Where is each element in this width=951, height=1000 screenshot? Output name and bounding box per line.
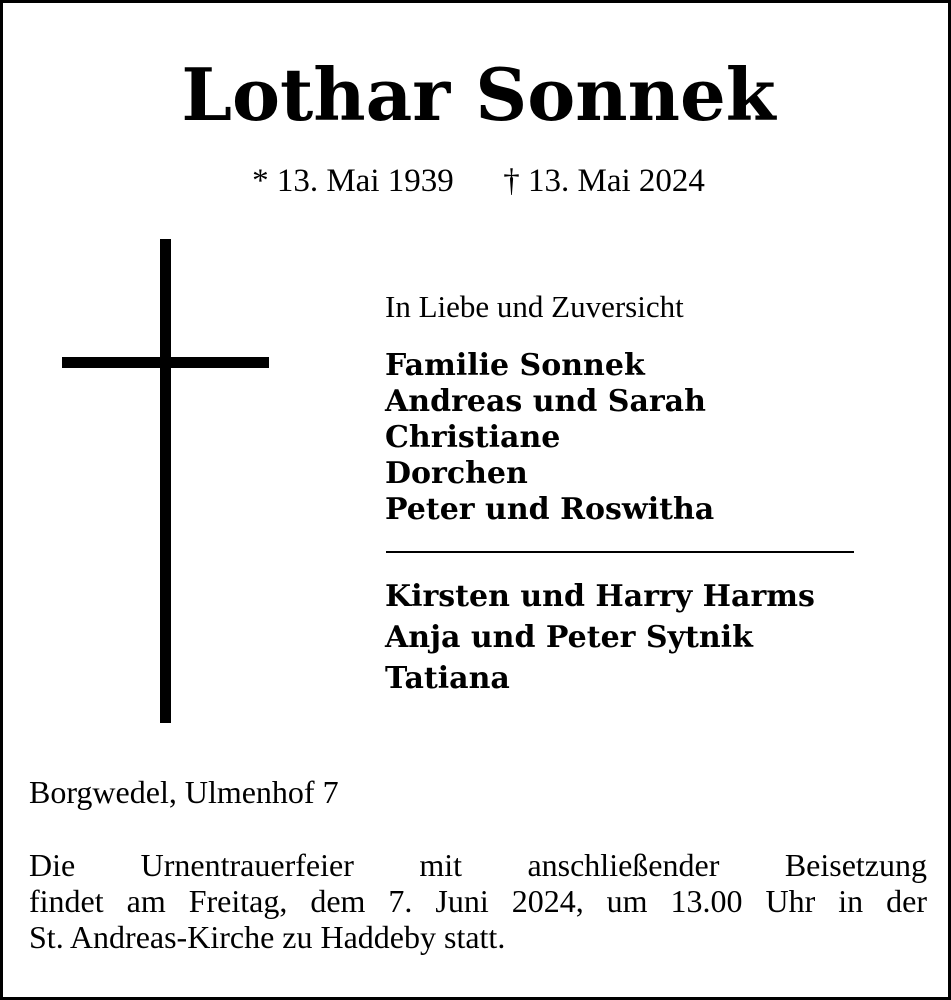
divider <box>386 551 854 553</box>
cross-icon <box>3 3 303 733</box>
ceremony-line: St. Andreas-Kirche zu Haddeby statt. <box>29 919 506 955</box>
birth-date: * 13. Mai 1939 <box>252 163 454 199</box>
mourning-intro: In Liebe und Zuversicht <box>385 289 684 324</box>
list-item: Familie Sonnek <box>385 348 645 383</box>
family-list <box>385 348 714 528</box>
ceremony-line: findet am Freitag, dem 7. Juni 2024, um 13.00 Uhr in der <box>29 883 927 919</box>
list-item: Peter und Roswitha <box>385 492 715 527</box>
death-date: † 13. Mai 2024 <box>503 163 705 199</box>
list-item: Kirsten und Harry Harms <box>385 579 815 614</box>
others-list <box>385 576 815 699</box>
ceremony-info <box>29 847 927 955</box>
list-item: Christiane <box>385 420 561 455</box>
list-item: Andreas und Sarah <box>385 384 706 419</box>
ceremony-line: Die Urnentrauerfeier mit anschließender Beisetzung <box>29 847 927 883</box>
list-item: Anja und Peter Sytnik <box>385 620 753 655</box>
list-item: Tatiana <box>385 661 510 696</box>
list-item: Dorchen <box>385 456 528 491</box>
address: Borgwedel, Ulmenhof 7 <box>29 774 339 810</box>
deceased-name: Lothar Sonnek <box>181 52 776 137</box>
